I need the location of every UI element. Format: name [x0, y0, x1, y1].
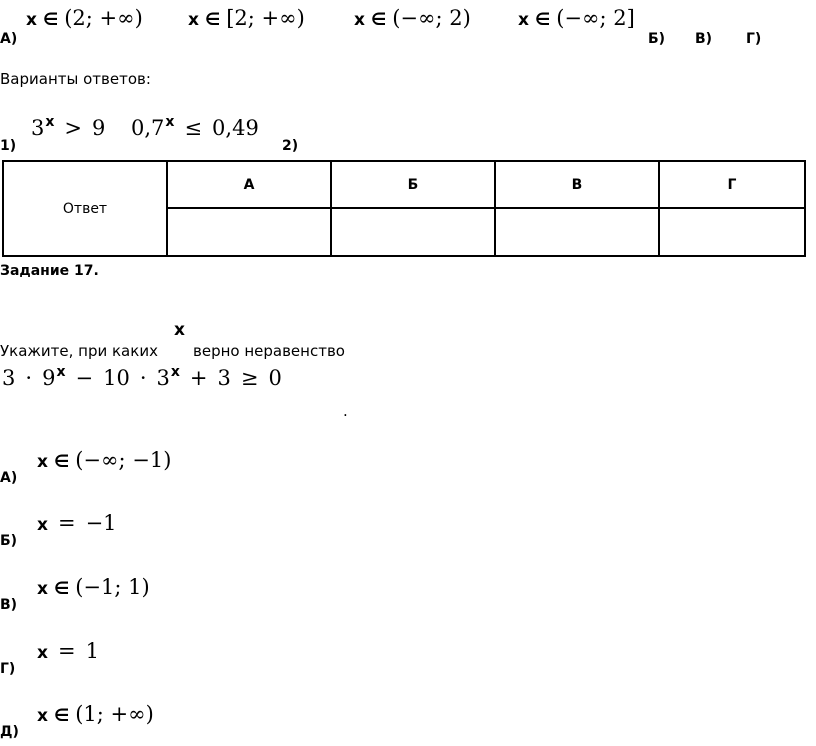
interval: (−∞; 2]	[556, 6, 635, 30]
variable-x: x	[37, 643, 48, 663]
option-v-label: В)	[695, 31, 713, 47]
column-header-b: Б	[331, 161, 495, 208]
relation: ∈	[53, 452, 70, 472]
variable-x: x	[26, 10, 37, 30]
value: 1	[85, 639, 99, 663]
relation: ≤	[184, 116, 203, 140]
relation: ≥	[240, 366, 259, 390]
variable-x: x	[37, 579, 48, 599]
top-option-3	[354, 6, 471, 30]
main-inequality	[2, 366, 282, 390]
constant: 3	[217, 366, 231, 390]
relation: ∈	[53, 579, 70, 599]
element-of-symbol: ∈	[204, 10, 221, 30]
value: −1	[85, 511, 117, 535]
column-header-g: Г	[659, 161, 805, 208]
answer-option-a	[37, 448, 171, 472]
relation: >	[64, 116, 83, 140]
answer-option-d	[37, 702, 154, 726]
question-after: верно неравенство	[193, 342, 345, 360]
interval: (2; +∞)	[64, 6, 143, 30]
element-of-symbol: ∈	[370, 10, 387, 30]
coef-2: 10	[103, 366, 130, 390]
variable-x: x	[37, 515, 48, 535]
rhs: 0	[268, 366, 282, 390]
base: 3	[31, 116, 45, 140]
variant-2-inequality	[131, 116, 259, 140]
top-option-1	[26, 6, 143, 30]
answer-option-label: Г)	[0, 661, 16, 677]
task-title: Задание 17.	[0, 263, 99, 279]
base: 0,7	[131, 116, 165, 140]
variable-x: x	[37, 452, 48, 472]
relation: =	[57, 639, 76, 663]
exponent-x: x	[170, 364, 180, 380]
dot-operator: ·	[25, 366, 33, 390]
answer-option-label: Д)	[0, 724, 19, 740]
coef-1: 3	[2, 366, 16, 390]
question-before: Укажите, при каких	[0, 342, 158, 360]
interval: (−∞; −1)	[75, 448, 172, 472]
rhs: 0,49	[212, 116, 259, 140]
answer-option-v	[37, 575, 150, 599]
top-option-2	[188, 6, 305, 30]
answer-option-label: А)	[0, 470, 18, 486]
variants-heading: Варианты ответов:	[0, 70, 151, 88]
period: .	[343, 402, 348, 420]
variable-x: x	[518, 10, 529, 30]
variant-2-label: 2)	[282, 138, 299, 154]
variant-1-label: 1)	[0, 138, 17, 154]
interval: (1; +∞)	[75, 702, 154, 726]
exponent-x: x	[56, 364, 66, 380]
base-2: 3	[156, 366, 170, 390]
relation: =	[57, 511, 76, 535]
variable-x: x	[354, 10, 365, 30]
variable-x: x	[37, 706, 48, 726]
column-header-a: А	[167, 161, 331, 208]
interval: (−∞; 2)	[392, 6, 471, 30]
answer-option-b	[37, 511, 117, 535]
variant-1-inequality	[31, 116, 105, 140]
answer-table	[2, 160, 806, 257]
answer-cell-b[interactable]	[331, 208, 495, 256]
top-option-4	[518, 6, 635, 30]
dot-operator: ·	[139, 366, 147, 390]
base-1: 9	[42, 366, 56, 390]
variable-x: x	[188, 10, 199, 30]
minus-operator: −	[75, 366, 94, 390]
answer-cell-v[interactable]	[495, 208, 659, 256]
answer-cell-a[interactable]	[167, 208, 331, 256]
option-b-label: Б)	[648, 31, 666, 47]
interval: (−1; 1)	[75, 575, 150, 599]
rhs: 9	[92, 116, 106, 140]
answer-option-label: В)	[0, 597, 18, 613]
plus-operator: +	[189, 366, 208, 390]
column-header-v: В	[495, 161, 659, 208]
element-of-symbol: ∈	[42, 10, 59, 30]
relation: ∈	[53, 706, 70, 726]
answer-row-header: Ответ	[3, 161, 167, 256]
option-a-label: А)	[0, 31, 18, 47]
exponent-x: x	[45, 114, 55, 130]
interval: [2; +∞)	[226, 6, 305, 30]
option-g-label: Г)	[746, 31, 762, 47]
element-of-symbol: ∈	[534, 10, 551, 30]
exponent-x: x	[165, 114, 175, 130]
answer-cell-g[interactable]	[659, 208, 805, 256]
answer-option-label: Б)	[0, 533, 18, 549]
answer-option-g	[37, 639, 99, 663]
question-variable-x: x	[174, 320, 185, 340]
